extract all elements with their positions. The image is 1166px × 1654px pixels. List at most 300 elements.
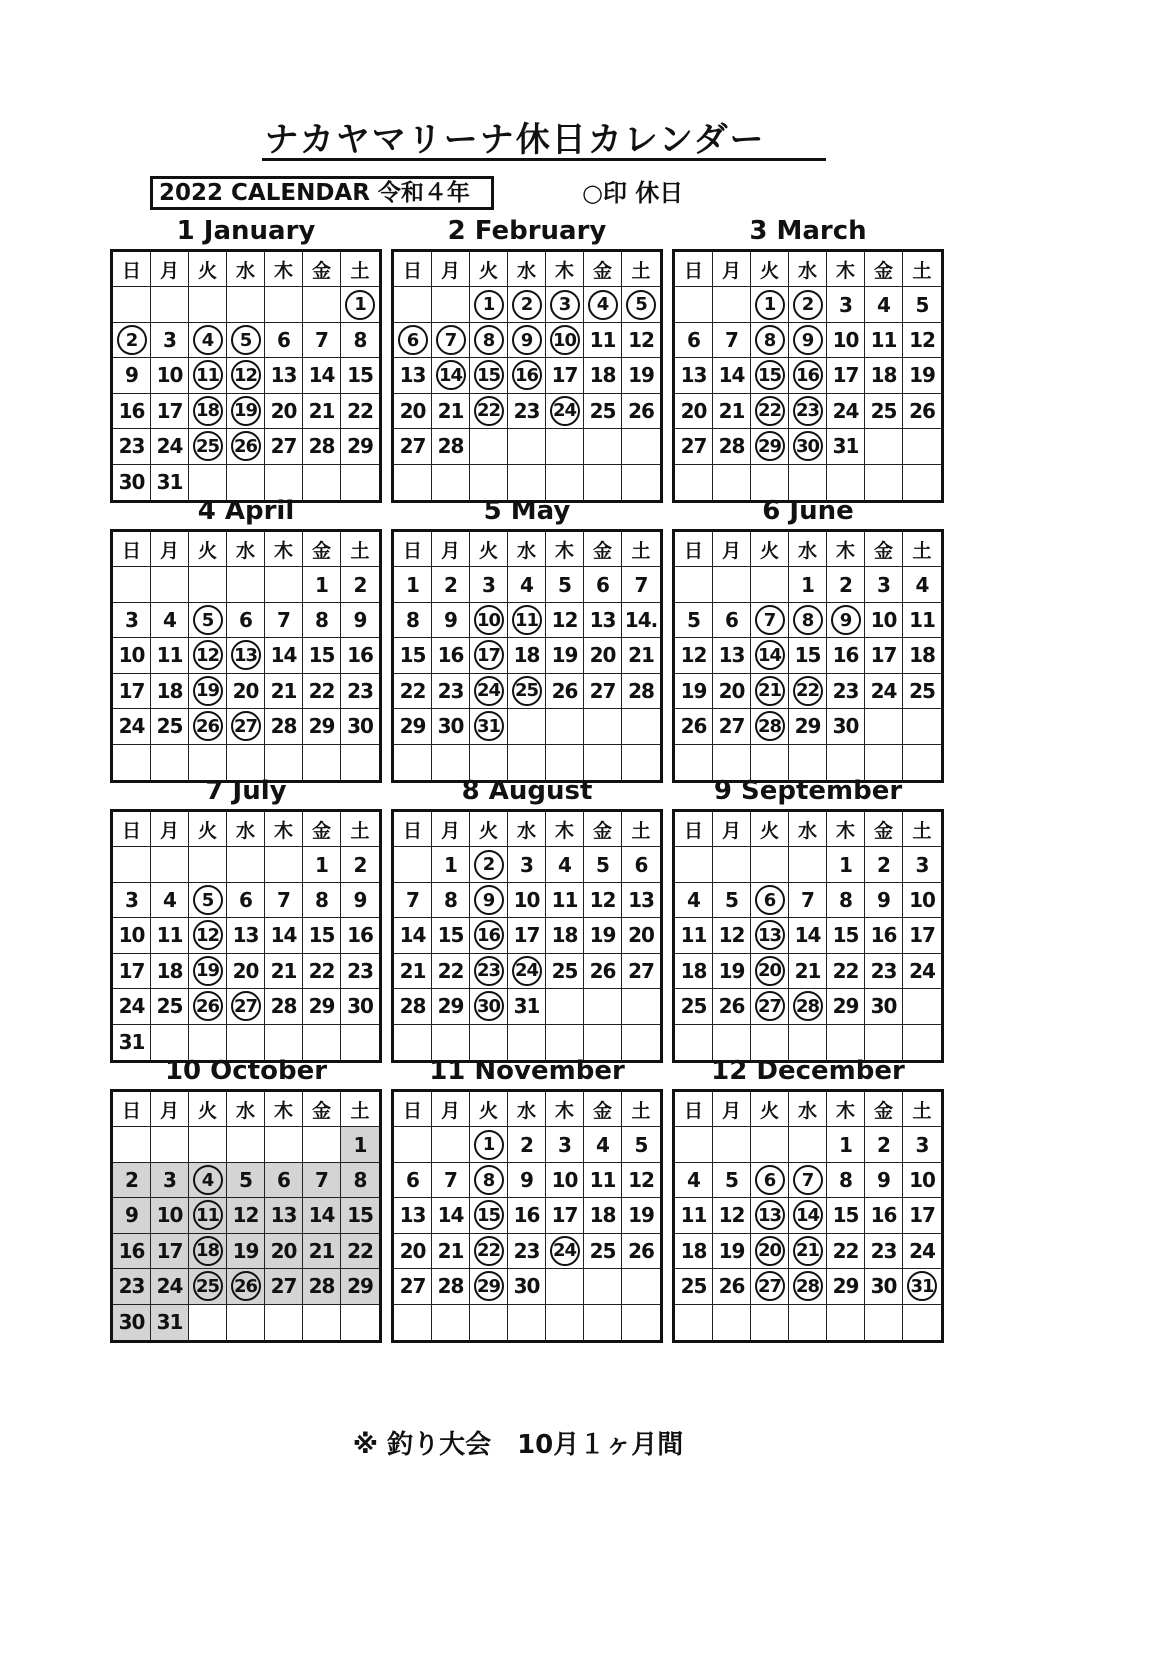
day-number: 28 [308,1274,335,1299]
holiday-day-cell [189,674,227,709]
day-cell [865,883,903,918]
month-title: 7 July [205,776,287,806]
empty-day-cell [751,1127,789,1162]
empty-day-cell [751,745,789,780]
day-number: 19 [628,1203,654,1228]
day-cell [394,358,432,393]
day-number: 14 [308,363,335,388]
day-cell [113,638,151,673]
day-cell [865,918,903,953]
holiday-day-cell [189,883,227,918]
day-number: 8 [444,888,457,913]
day-cell [903,287,941,322]
holiday-day-number: 16 [512,360,542,390]
day-number: 23 [870,958,897,983]
day-cell [827,429,865,464]
empty-day-cell [903,989,941,1024]
day-cell [341,567,379,602]
holiday-day-cell [789,429,827,464]
holiday-day-cell [189,394,227,429]
empty-day-cell [394,1305,432,1340]
empty-day-cell [675,465,713,500]
day-cell [303,429,341,464]
holiday-day-cell [189,1163,227,1198]
day-number: 7 [634,572,648,597]
day-number: 7 [801,888,814,913]
day-cell [584,394,622,429]
day-cell [394,1234,432,1269]
holiday-day-number: 14 [793,1200,823,1230]
holiday-day-cell [189,429,227,464]
day-cell [394,674,432,709]
day-number: 3 [839,292,852,317]
holiday-day-number: 22 [474,1236,504,1266]
day-number: 21 [794,958,821,983]
empty-day-cell [713,287,751,322]
weekday-header: 水 [508,812,546,847]
holiday-day-number: 12 [193,640,223,670]
day-cell [432,674,470,709]
holiday-day-number: 13 [231,640,261,670]
day-number: 16 [118,398,145,423]
empty-day-cell [584,1269,622,1304]
day-cell [113,1305,151,1340]
day-cell [303,1234,341,1269]
empty-day-cell [865,745,903,780]
empty-day-cell [903,745,941,780]
day-number: 2 [877,852,890,877]
empty-day-cell [341,465,379,500]
weekday-header: 木 [546,532,584,567]
day-cell [584,358,622,393]
day-number: 20 [589,643,616,668]
holiday-day-number: 22 [793,676,823,706]
holiday-day-cell [189,918,227,953]
day-number: 15 [308,643,335,668]
holiday-day-cell [751,638,789,673]
holiday-day-cell [227,1269,265,1304]
day-cell [227,918,265,953]
holiday-day-cell [470,287,508,322]
holiday-day-number: 1 [755,290,785,320]
day-cell [713,429,751,464]
day-cell [151,918,189,953]
day-cell [903,674,941,709]
day-cell [713,1269,751,1304]
weekday-header: 月 [713,532,751,567]
day-cell [151,709,189,744]
holiday-day-cell [189,954,227,989]
day-cell [584,323,622,358]
day-number: 7 [444,1168,457,1193]
day-cell [303,989,341,1024]
day-cell [827,674,865,709]
day-cell [713,358,751,393]
weekday-header: 月 [151,532,189,567]
month-title: 11 November [429,1056,625,1086]
day-number: 6 [239,608,252,633]
day-cell [508,567,546,602]
day-number: 22 [347,1238,373,1263]
day-cell [341,323,379,358]
day-number: 16 [870,1203,897,1228]
empty-day-cell [470,745,508,780]
day-cell [827,287,865,322]
day-number: 30 [513,1274,540,1299]
day-number: 14 [718,363,745,388]
holiday-day-cell [789,1198,827,1233]
day-number: 9 [520,1168,533,1193]
day-number: 26 [909,398,935,423]
holiday-day-cell [508,323,546,358]
day-cell [151,394,189,429]
day-cell [227,1163,265,1198]
empty-day-cell [265,1025,303,1060]
weekday-header: 月 [151,1092,189,1127]
day-number: 7 [315,328,328,353]
holiday-day-cell [189,989,227,1024]
day-cell [584,918,622,953]
holiday-day-cell [789,287,827,322]
holiday-day-number: 23 [793,396,823,426]
day-cell [394,394,432,429]
empty-day-cell [189,745,227,780]
day-cell [546,1127,584,1162]
month-title: 10 October [164,1056,328,1086]
empty-day-cell [675,745,713,780]
empty-day-cell [303,1127,341,1162]
day-number: 9 [444,608,457,633]
day-number: 7 [277,608,290,633]
day-cell [789,918,827,953]
empty-day-cell [827,1025,865,1060]
empty-day-cell [432,1127,470,1162]
day-number: 25 [680,994,707,1019]
day-number: 15 [347,1203,373,1228]
empty-day-cell [751,847,789,882]
day-number: 3 [163,1168,176,1193]
day-number: 23 [513,1238,540,1263]
day-cell [394,1269,432,1304]
day-cell [903,847,941,882]
holiday-day-cell [227,394,265,429]
holiday-day-cell [789,989,827,1024]
holiday-day-number: 15 [474,1200,504,1230]
day-cell [265,709,303,744]
weekday-header: 金 [303,812,341,847]
weekday-header: 土 [341,532,379,567]
holiday-day-number: 20 [755,1236,785,1266]
day-number: 8 [839,888,852,913]
holiday-day-number: 4 [193,1165,223,1195]
empty-day-cell [394,1025,432,1060]
day-cell [903,1234,941,1269]
day-number: 25 [589,1238,616,1263]
weekday-header: 木 [265,532,303,567]
day-number: 1 [444,852,457,877]
holiday-day-cell [470,989,508,1024]
month-title: 12 December [711,1056,905,1086]
weekday-header: 日 [394,812,432,847]
day-cell [827,847,865,882]
day-cell [303,954,341,989]
day-cell [865,358,903,393]
day-cell [827,1163,865,1198]
fishing-tournament-note: ※ 釣り大会 10月１ヶ月間 [352,1430,684,1460]
day-number: 20 [718,678,745,703]
day-number: 11 [156,643,183,668]
day-cell [865,638,903,673]
weekday-header: 水 [227,252,265,287]
holiday-day-cell [751,603,789,638]
day-number: 27 [270,1274,297,1299]
day-number: 16 [118,1238,145,1263]
day-cell [903,323,941,358]
day-number: 10 [156,363,183,388]
day-cell [303,847,341,882]
month-grid [391,529,663,783]
weekday-header: 月 [432,532,470,567]
empty-day-cell [675,1305,713,1340]
day-number: 27 [718,714,745,739]
day-number: 4 [163,608,176,633]
day-cell [341,1269,379,1304]
day-cell [865,847,903,882]
empty-day-cell [622,429,660,464]
day-number: 15 [832,1203,859,1228]
weekday-header: 火 [751,252,789,287]
weekday-header: 月 [713,252,751,287]
empty-day-cell [265,1305,303,1340]
day-number: 6 [406,1168,419,1193]
holiday-day-number: 10 [550,325,580,355]
day-number: 11 [909,608,935,633]
day-cell [827,989,865,1024]
holiday-legend: ○印 休日 [582,179,684,207]
holiday-day-number: 26 [193,711,223,741]
empty-day-cell [675,847,713,882]
day-number: 25 [156,714,183,739]
day-cell [903,638,941,673]
day-number: 24 [909,958,935,983]
day-number: 27 [628,958,654,983]
day-number: 21 [437,1238,464,1263]
day-cell [113,1025,151,1060]
holiday-day-number: 21 [755,676,785,706]
day-cell [713,603,751,638]
day-number: 18 [870,363,897,388]
day-cell [341,1234,379,1269]
day-number: 1 [839,852,852,877]
holiday-day-cell [751,1234,789,1269]
day-number: 21 [270,958,297,983]
holiday-day-cell [751,1163,789,1198]
day-cell [432,429,470,464]
day-number: 17 [909,923,935,948]
holiday-day-cell [341,287,379,322]
empty-day-cell [470,429,508,464]
weekday-header: 火 [751,532,789,567]
day-cell [508,1234,546,1269]
weekday-header: 日 [675,252,713,287]
day-cell [394,989,432,1024]
day-number: 28 [270,994,297,1019]
day-cell [827,918,865,953]
day-cell [546,918,584,953]
day-cell [546,567,584,602]
empty-day-cell [789,1025,827,1060]
day-cell [113,1269,151,1304]
holiday-day-cell [227,989,265,1024]
day-number: 31 [513,994,540,1019]
day-cell [546,954,584,989]
empty-day-cell [189,287,227,322]
empty-day-cell [827,465,865,500]
day-number: 29 [832,994,859,1019]
weekday-header: 金 [584,252,622,287]
day-number: 18 [589,363,616,388]
day-number: 23 [437,678,464,703]
day-number: 4 [520,572,533,597]
day-cell [341,847,379,882]
day-cell [394,883,432,918]
day-number: 4 [915,572,929,597]
weekday-header: 木 [546,812,584,847]
day-number: 25 [156,994,183,1019]
day-cell [827,1198,865,1233]
day-cell [151,1305,189,1340]
day-cell [508,883,546,918]
day-cell [713,918,751,953]
day-number: 6 [239,888,252,913]
day-number: 23 [347,678,373,703]
holiday-day-number: 13 [755,920,785,950]
empty-day-cell [713,1025,751,1060]
empty-day-cell [584,745,622,780]
day-cell [303,358,341,393]
day-cell [432,989,470,1024]
day-cell [113,954,151,989]
weekday-header: 土 [341,812,379,847]
empty-day-cell [675,1025,713,1060]
empty-day-cell [622,1269,660,1304]
day-number: 25 [870,398,897,423]
holiday-day-cell [622,287,660,322]
holiday-day-number: 25 [193,431,223,461]
holiday-day-number: 28 [793,1271,823,1301]
day-cell [508,918,546,953]
day-cell [675,674,713,709]
holiday-day-number: 29 [755,431,785,461]
day-number: 18 [680,1238,707,1263]
day-cell [865,989,903,1024]
day-cell [903,603,941,638]
holiday-day-cell [789,358,827,393]
weekday-header: 火 [470,812,508,847]
day-number: 23 [832,678,859,703]
holiday-day-number: 8 [474,1165,504,1195]
day-number: 19 [718,1238,745,1263]
day-number: 28 [437,434,464,459]
day-cell [508,1269,546,1304]
day-cell [227,603,265,638]
day-cell [303,709,341,744]
holiday-day-number: 11 [193,1200,223,1230]
holiday-day-cell [508,358,546,393]
day-cell [622,674,660,709]
day-cell [546,638,584,673]
empty-day-cell [546,1269,584,1304]
day-cell [151,1269,189,1304]
holiday-day-cell [789,674,827,709]
day-number: 13 [680,363,707,388]
day-number: 7 [406,888,419,913]
month-grid [110,809,382,1063]
weekday-header: 月 [151,812,189,847]
empty-day-cell [151,567,189,602]
empty-day-cell [341,745,379,780]
empty-day-cell [622,745,660,780]
day-cell [508,1163,546,1198]
weekday-header: 金 [865,1092,903,1127]
day-cell [303,883,341,918]
day-cell [903,954,941,989]
day-number: 11 [680,1203,707,1228]
day-cell [622,1163,660,1198]
empty-day-cell [113,1127,151,1162]
day-cell [903,358,941,393]
day-number: 16 [870,923,897,948]
day-number: 16 [347,923,373,948]
weekday-header: 月 [713,1092,751,1127]
day-cell [508,394,546,429]
day-number: 13 [589,608,616,633]
day-cell [622,603,660,638]
holiday-day-cell [227,358,265,393]
empty-day-cell [508,709,546,744]
day-cell [584,1234,622,1269]
weekday-header: 土 [903,252,941,287]
empty-day-cell [584,429,622,464]
empty-day-cell [508,1025,546,1060]
empty-day-cell [903,465,941,500]
day-cell [713,954,751,989]
day-number: 6 [277,1168,290,1193]
day-number: 12 [909,328,935,353]
day-number: 8 [406,608,419,633]
holiday-day-number: 18 [193,396,223,426]
day-cell [903,1127,941,1162]
day-cell [341,358,379,393]
day-number: 19 [718,958,745,983]
weekday-header: 水 [789,252,827,287]
empty-day-cell [751,567,789,602]
holiday-day-cell [189,323,227,358]
day-number: 2 [444,572,457,597]
day-number: 15 [308,923,335,948]
day-cell [432,709,470,744]
empty-day-cell [265,1127,303,1162]
day-number: 22 [832,958,859,983]
day-cell [432,603,470,638]
holiday-day-cell [227,709,265,744]
empty-day-cell [546,429,584,464]
empty-day-cell [394,287,432,322]
day-cell [675,883,713,918]
weekday-header: 水 [508,532,546,567]
weekday-header: 木 [827,1092,865,1127]
day-number: 18 [680,958,707,983]
